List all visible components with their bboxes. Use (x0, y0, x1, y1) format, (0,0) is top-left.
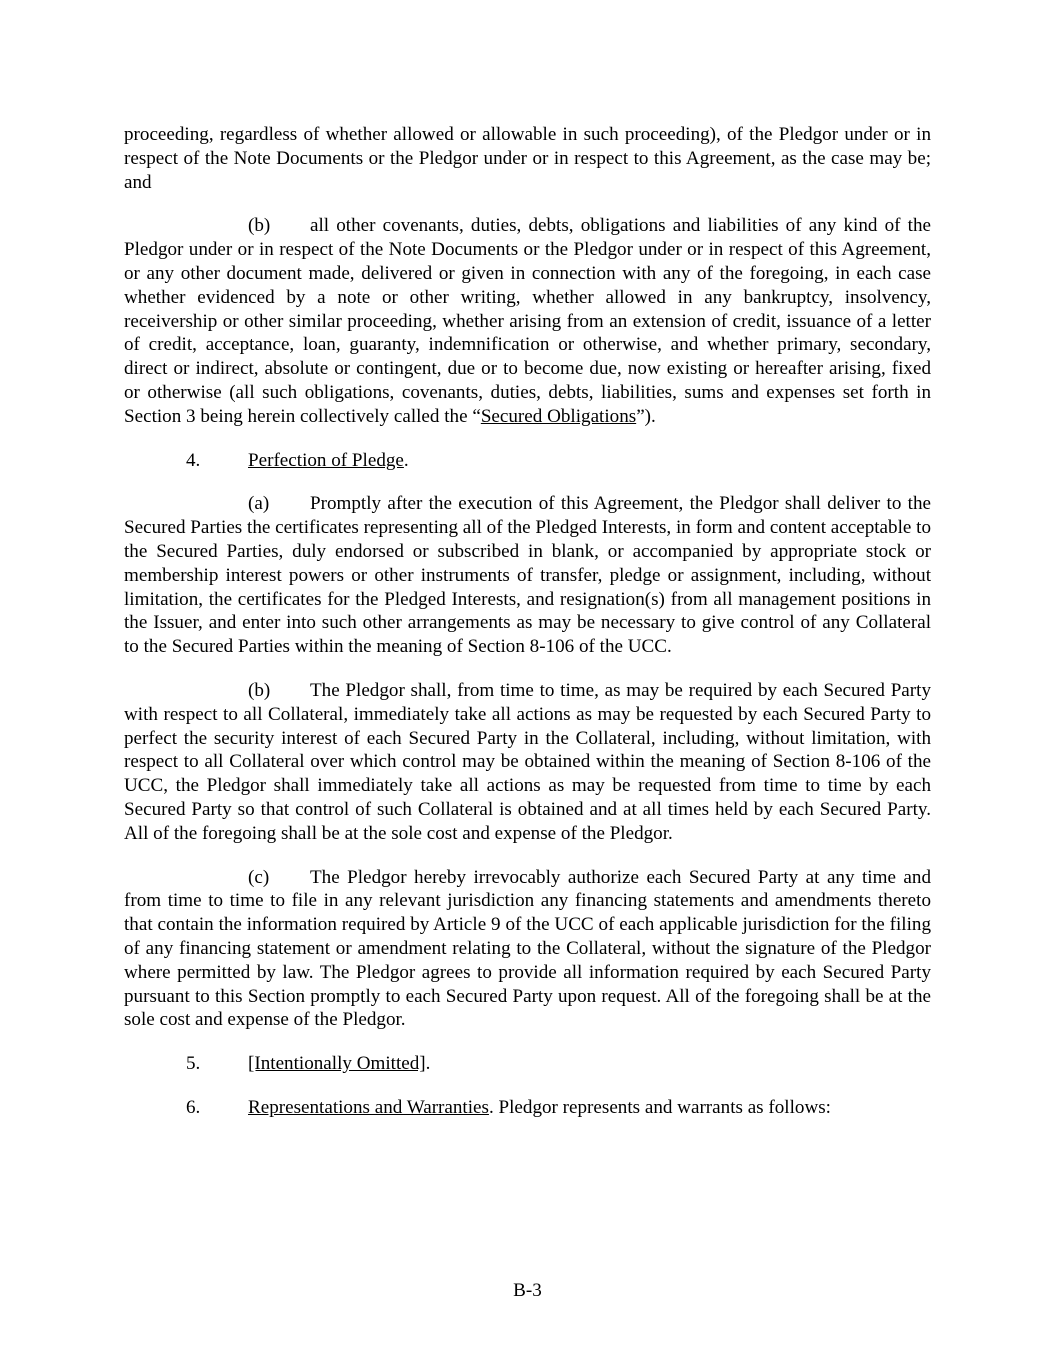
paragraph-label: (b) (248, 679, 271, 701)
section-title-end: . (403, 449, 409, 471)
paragraph-label: (c) (248, 866, 270, 888)
section-number: 5. (186, 1053, 201, 1075)
paragraph-4c (124, 866, 931, 1033)
section-title-end: . Pledgor represents and warrants as follows: (488, 1096, 831, 1118)
paragraph-text: Promptly after the execution of this Agreement, the Pledgor shall deliver to the Secured Parties the certificates representing all of the Pledged Interests, in form and content acceptable to the Secured Parties, duly endorsed or subscribed in blank, or accompanied by appropriate stock or membership interest powers or other instruments of transfer, pledge or assignment, including, without limitation, the certificates for the Pledged Interests, and resignation(s) from all management positions in the Issuer, and enter into such other arrangements as may be necessary to give control of any Collateral to the Secured Parties within the meaning of Section 8-106 of the UCC. (124, 493, 931, 658)
section-title-end: . (425, 1053, 431, 1075)
section-4-heading (124, 449, 931, 473)
section-5-heading (124, 1052, 931, 1076)
paragraph-text: The Pledgor hereby irrevocably authorize each Secured Party at any time and from time to time to file in any relevant jurisdiction any financing statements and amendments thereto that contain the information required by Article 9 of the UCC of each applicable jurisdiction for the filing of any financing statement or amendment relating to the Collateral, without the signature of the Pledgor where permitted by law. The Pledgor agrees to provide all information required by each Secured Party pursuant to this Section promptly to each Secured Party upon request. All of the foregoing shall be at the sole cost and expense of the Pledgor. (124, 866, 931, 1031)
paragraph-label: (a) (248, 493, 270, 515)
paragraph-text: The Pledgor shall, from time to time, as may be required by each Secured Party with respect to all Collateral, immediately take all actions as may be requested by each Secured Party to perfect the security interest of each Secured Party in the Collateral, including, without limitation, with respect to all Collateral over which control may be obtained within the meaning of Section 8-106 of the UCC, the Pledgor shall immediately take all actions as may be requested from time to time by each Secured Party so that control of such Collateral is obtained and at all times held by each Secured Party. All of the foregoing shall be at the sole cost and expense of the Pledgor. (124, 679, 931, 844)
section-title: Representations and Warranties (248, 1096, 489, 1118)
section-number: 6. (186, 1096, 201, 1118)
paragraph-3b (124, 214, 931, 428)
defined-term: Secured Obligations (480, 405, 637, 427)
section-6-heading (124, 1096, 931, 1120)
section-title: Perfection of Pledge (248, 449, 404, 471)
paragraph-continuation: proceeding, regardless of whether allowed or allowable in such proceeding), of the Pledgor under or in respect of the Note Documents or the Pledgor under or in respect to this Agreement, as the case may be; and (124, 124, 931, 193)
paragraph-4b (124, 679, 931, 846)
paragraph-label: (b) (248, 215, 271, 237)
paragraph-text: all other covenants, duties, debts, obligations and liabilities of any kind of the Pledgor under or in respect of the Note Documents or the Pledgor under or in respect of this Agreement, or any other document made, delivered or given in connection with any of the foregoing, in each case whether evidenced by a note or other writing, whether allowed in any bankruptcy, insolvency, receivership or other similar proceeding, whether arising from an extension of credit, issuance of a letter of credit, acceptance, loan, guaranty, indemnification or otherwise, and whether primary, secondary, direct or indirect, absolute or contingent, due or to become due, now existing or hereafter arising, fixed or otherwise (all such obligations, covenants, duties, debts, liabilities, sums and expenses set forth in Section 3 being herein collectively called the “ (124, 215, 931, 427)
page-number: B-3 (513, 1280, 542, 1301)
section-title: [Intentionally Omitted] (248, 1053, 426, 1075)
paragraph-4a (124, 492, 931, 659)
section-number: 4. (186, 449, 201, 471)
document-page (124, 123, 931, 1140)
paragraph-text-end: ”). (636, 405, 656, 427)
